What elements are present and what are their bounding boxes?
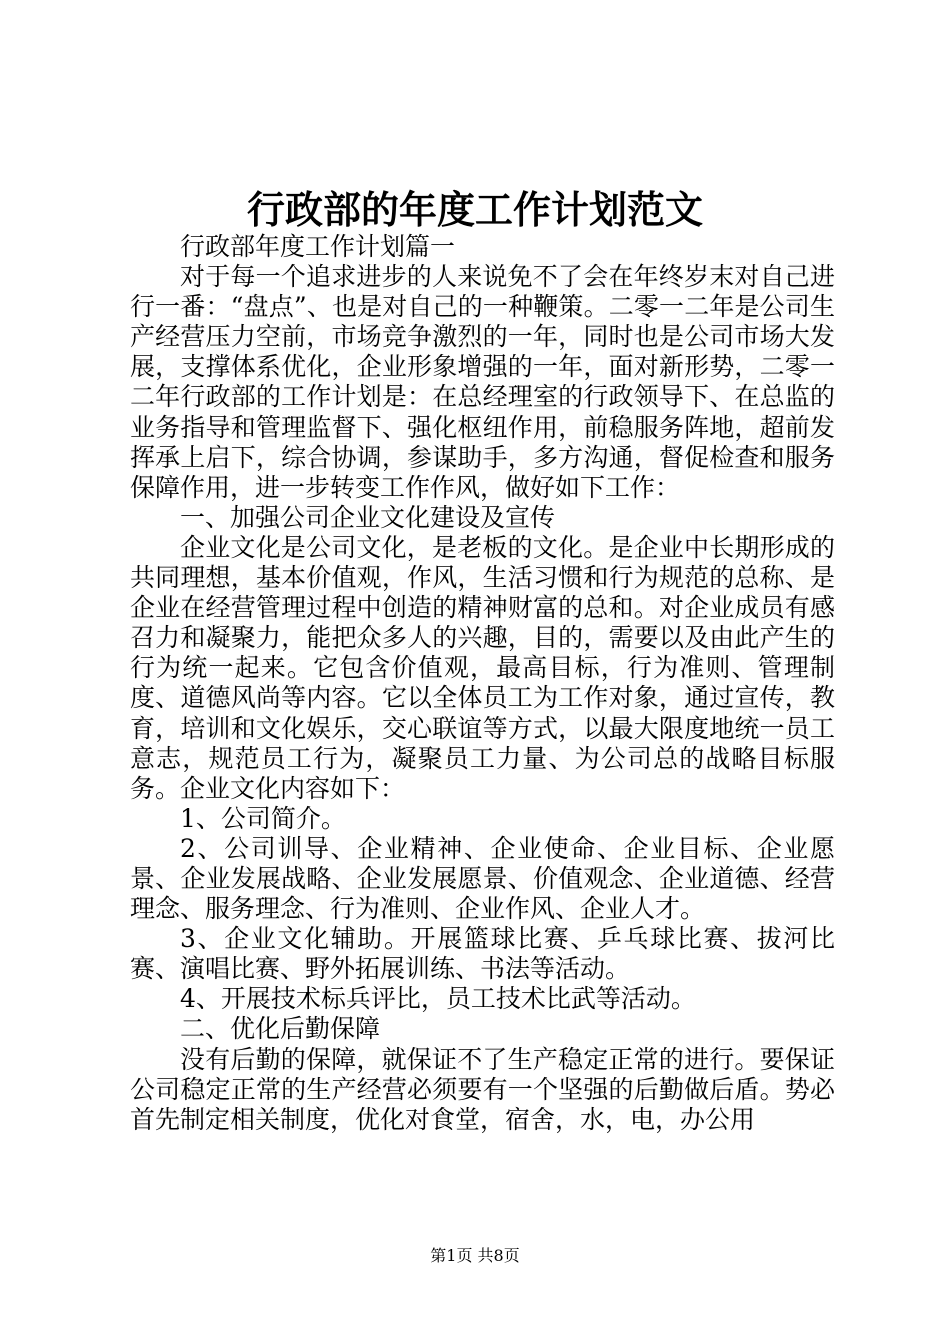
- paragraph: 4、开展技术标兵评比，员工技术比武等活动。: [180, 984, 696, 1014]
- paragraph: 二、优化后勤保障: [180, 1014, 381, 1044]
- paragraph: 2、公司训导、企业精神、企业使命、企业目标、企业愿景、企业发展战略、企业发展愿景、价值观念、企业道德、经营理念、服务理念、行为准则、企业作风、企业人才。: [130, 833, 835, 924]
- paragraph: 没有后勤的保障，就保证不了生产稳定正常的进行。要保证公司稳定正常的生产经营必须要有一个坚强的后勤做后盾。势必首先制定相关制度，优化对食堂，宿舍，水，电，办公用: [130, 1044, 835, 1134]
- document-body: [130, 232, 835, 1135]
- paragraph: 行政部年度工作计划篇一: [180, 232, 456, 261]
- paragraph: 一、加强公司企业文化建设及宣传: [180, 502, 556, 532]
- paragraph: 对于每一个追求进步的人来说免不了会在年终岁末对自己进行一番：“盘点”、也是对自己的一种鞭策。二零一二年是公司生产经营压力空前，市场竞争激烈的一年，同时也是公司市场大发展，支撑体系优化，企业形象增强的一年，面对新形势，二零一二年行政部的工作计划是：在总经理室的行政领导下、在总监的业务指导和管理监督下、强化枢纽作用，前稳服务阵地，超前发挥承上启下，综合协调，参谋助手，多方沟通，督促检查和服务保障作用，进一步转变工作作风，做好如下工作：: [130, 262, 835, 502]
- paragraph: 3、企业文化辅助。开展篮球比赛、乒乓球比赛、拔河比赛、演唱比赛、野外拓展训练、书法等活动。: [130, 924, 835, 984]
- paragraph: 1、公司简介。: [180, 803, 346, 833]
- document-title: 行政部的年度工作计划范文: [246, 187, 703, 232]
- page-number-footer: 第1页 共8页: [430, 1246, 520, 1265]
- paragraph: 企业文化是公司文化，是老板的文化。是企业中长期形成的共同理想，基本价值观，作风，生活习惯和行为规范的总称、是企业在经营管理过程中创造的精神财富的总和。对企业成员有感召力和凝聚力，能把众多人的兴趣，目的，需要以及由此产生的行为统一起来。它包含价值观，最高目标，行为准则、管理制度、道德风尚等内容。它以全体员工为工作对象，通过宣传，教育，培训和文化娱乐，交心联谊等方式，以最大限度地统一员工意志，规范员工行为，凝聚员工力量、为公司总的战略目标服务。企业文化内容如下：: [130, 532, 835, 803]
